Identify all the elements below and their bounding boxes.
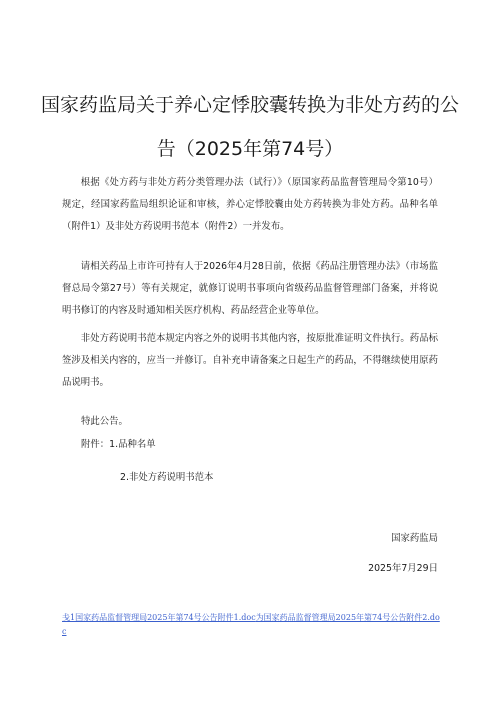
document-title-line-1: 国家药监局关于养心定悸胶囊转换为非处方药的公 — [40, 94, 459, 116]
attachment-2-label: 2.非处方药说明书范本 — [120, 472, 214, 483]
document-title-line-2: 告（2025年第74号） — [156, 138, 344, 160]
issuing-agency: 国家药监局 — [391, 533, 438, 544]
body-paragraph-2: 请相关药品上市许可持有人于2026年4月28日前，依据《药品注册管理办法》（市场监督总局令第27号）等有关规定，就修订说明书事项向省级药品监督管理部门备案，并将说明书修订的内容及时通知相关医疗机构、药品经营企业等单位。 — [62, 261, 438, 317]
attachment-1-label: 附件：1.品种名单 — [81, 439, 156, 450]
body-paragraph-1: 根据《处方药与非处方药分类管理办法（试行）》（原国家药品监督管理局令第10号）规定，经国家药监局组织论证和审核，养心定悸胶囊由处方药转换为非处方药。品种名单（附件1）及非处方药说明书范本（附件2）一并发布。 — [62, 177, 438, 233]
attachment-2-download-link[interactable]: 为国家药品监督管理局2025年第74号公告附件2.doc — [62, 613, 440, 636]
issue-date: 2025年7月29日 — [368, 563, 438, 574]
attachment-links — [62, 611, 442, 639]
notice-statement: 特此公告。 — [81, 416, 128, 427]
body-paragraph-3: 非处方药说明书范本规定内容之外的说明书其他内容，按原批准证明文件执行。药品标签涉及相关内容的，应当一并修订。自补充申请备案之日起生产的药品，不得继续使用原药品说明书。 — [62, 333, 438, 389]
attachment-1-download-link[interactable]: 戋1国家药品监督管理局2025年第74号公告附件1.doc — [62, 613, 256, 622]
